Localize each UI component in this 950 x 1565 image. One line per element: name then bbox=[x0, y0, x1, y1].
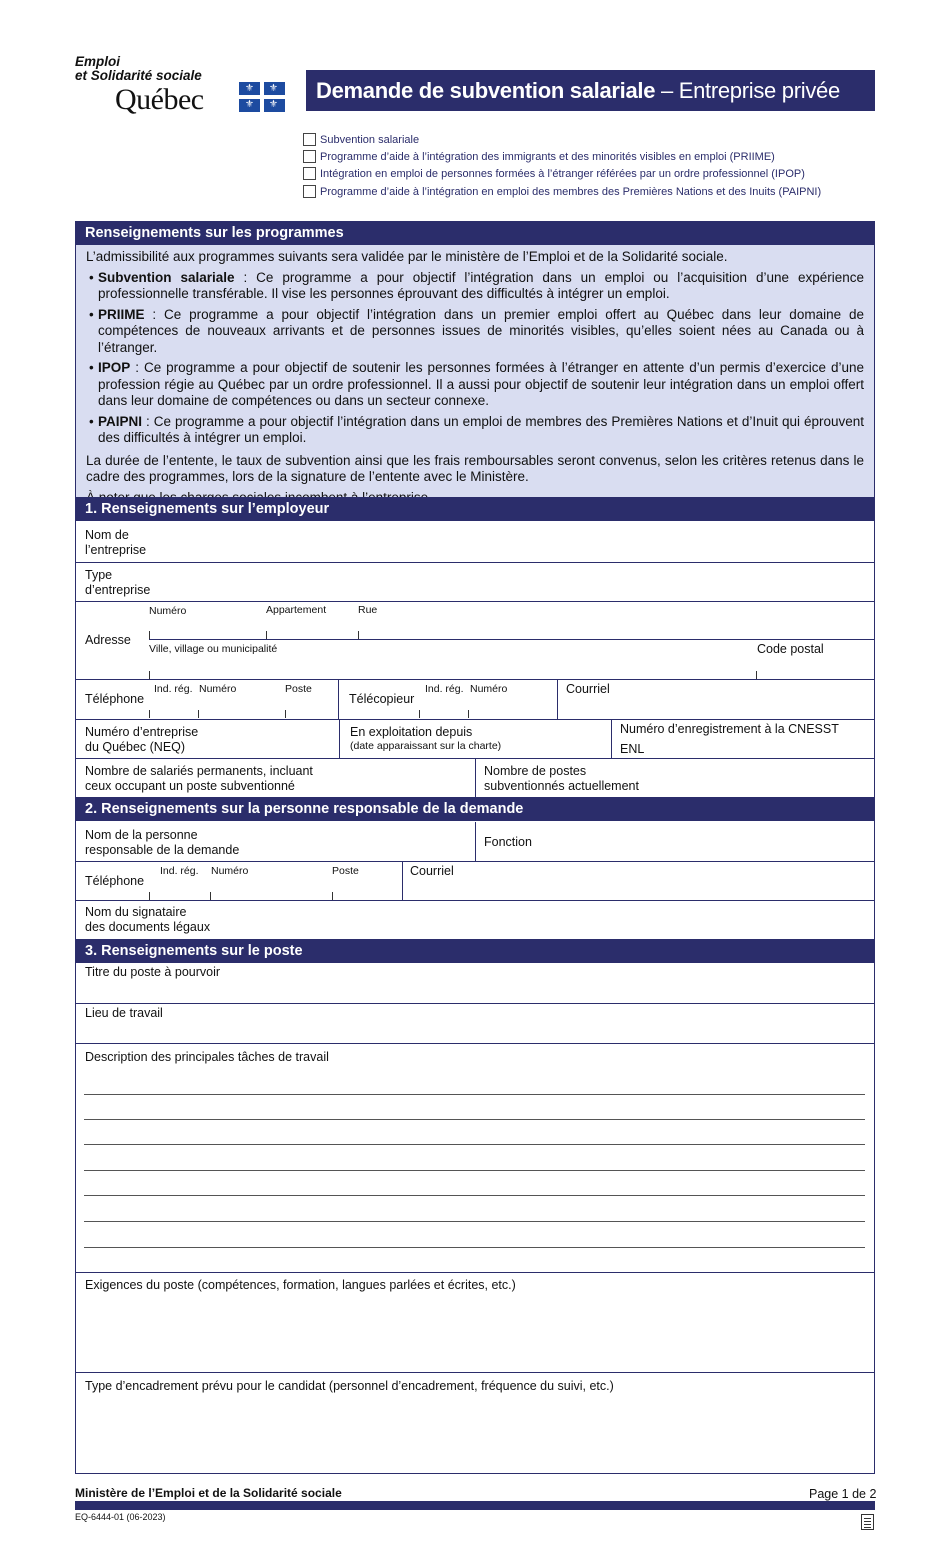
neq-label: Numéro d’entreprise du Québec (NEQ) bbox=[85, 725, 199, 754]
employees-count-label: Nombre de salariés permanents, incluant ceux occupant un poste subventionné bbox=[85, 764, 313, 793]
subsidized-positions-field[interactable] bbox=[650, 759, 874, 797]
requirements-field[interactable] bbox=[85, 1296, 874, 1370]
info-intro: L’admissibilité aux programmes suivants sera validée par le ministère de l’Emploi et de la Solidarité sociale. bbox=[86, 249, 728, 264]
checkbox[interactable] bbox=[303, 133, 316, 146]
contact-email-label: Courriel bbox=[410, 864, 454, 878]
form-title: Demande de subvention salariale – Entreprise privée bbox=[306, 70, 875, 111]
info-duration: La durée de l’entente, le taux de subvention ainsi que les frais remboursables seront convenus, selon les critères retenus dans le cadre des programmes, lors de la signature de l’entente avec le Ministère. bbox=[86, 452, 864, 484]
company-type-field[interactable] bbox=[150, 563, 874, 601]
street-label: Rue bbox=[358, 604, 378, 616]
section-2-heading: 2. Renseignements sur la personne responsable de la demande bbox=[75, 797, 875, 821]
fax-area-code-label: Ind. rég. bbox=[425, 683, 464, 695]
street-number-label: Numéro bbox=[149, 605, 187, 617]
contact-phone-number-label: Numéro bbox=[211, 865, 249, 877]
footer-bar bbox=[75, 1501, 875, 1510]
requirements-label: Exigences du poste (compétences, formation, langues parlées et écrites, etc.) bbox=[85, 1278, 516, 1292]
phone-field[interactable] bbox=[150, 696, 337, 718]
info-bullet: • Subvention salariale : Ce programme a pour objectif l’intégration dans un emploi ou l’acquisition d’une expérience professionnelle transférable. Il vise les personnes éprouvant des difficultés à intégrer un emploi. bbox=[89, 269, 865, 301]
info-bullet: • IPOP : Ce programme a pour objectif de soutenir les personnes formées à l’étranger en attente d’un permis d’exercice d’une profession régie au Québec par un ordre professionnel. Il a aussi pour objectif de soutenir leur intégration dans un emploi offert dans leur domaine de compétences ou dans un secteur connexe. bbox=[89, 360, 864, 408]
phone-number-label: Numéro bbox=[199, 683, 237, 695]
city-label: Ville, village ou municipalité bbox=[149, 643, 278, 655]
info-heading: Renseignements sur les programmes bbox=[75, 221, 875, 245]
section-1-heading: 1. Renseignements sur l’employeur bbox=[75, 497, 875, 521]
program-option[interactable]: Programme d’aide à l’intégration en emploi des membres des Premières Nations et des Inuits (PAIPNI) bbox=[303, 185, 821, 198]
fax-label: Télécopieur bbox=[349, 692, 415, 706]
apartment-label: Appartement bbox=[266, 604, 327, 616]
employees-count-field[interactable] bbox=[320, 759, 474, 797]
address-label: Adresse bbox=[85, 633, 131, 647]
company-name-field[interactable] bbox=[150, 522, 874, 561]
contact-phone-label: Téléphone bbox=[85, 874, 145, 888]
function-field[interactable] bbox=[540, 822, 874, 861]
logo-wordmark: Québec bbox=[115, 83, 204, 116]
job-title-label: Titre du poste à pourvoir bbox=[85, 965, 221, 979]
program-info-panel bbox=[75, 245, 875, 497]
subsidized-positions-label: Nombre de postes subventionnés actuellement bbox=[484, 764, 639, 793]
tasks-label: Description des principales tâches de travail bbox=[85, 1050, 329, 1064]
signatory-field[interactable] bbox=[220, 901, 874, 939]
signatory-label: Nom du signataire des documents légaux bbox=[85, 905, 211, 934]
supervision-label: Type d’encadrement prévu pour le candidat (personnel d’encadrement, fréquence du suivi, etc.) bbox=[85, 1379, 614, 1393]
footer-ministry: Ministère de l’Emploi et de la Solidarité sociale bbox=[75, 1486, 342, 1500]
contact-name-label: Nom de la personne responsable de la demande bbox=[85, 828, 240, 857]
checkbox[interactable] bbox=[303, 167, 316, 180]
logo-line-2: et Solidarité sociale bbox=[75, 68, 202, 83]
checkbox[interactable] bbox=[303, 185, 316, 198]
section-3-heading: 3. Renseignements sur le poste bbox=[75, 939, 875, 963]
city-field[interactable] bbox=[150, 655, 750, 678]
company-type-label: Type d’entreprise bbox=[85, 568, 151, 597]
form-code: EQ-6444-01 (06-2023) bbox=[75, 1512, 166, 1522]
operating-since-label: En exploitation depuis bbox=[350, 725, 473, 739]
street-address-field[interactable] bbox=[150, 614, 874, 638]
program-option[interactable]: Subvention salariale bbox=[303, 133, 419, 146]
workplace-field[interactable] bbox=[85, 1022, 874, 1042]
fax-field[interactable] bbox=[420, 696, 556, 718]
phone-extension-label: Poste bbox=[285, 683, 312, 695]
supervision-field[interactable] bbox=[85, 1397, 874, 1471]
document-edit-icon bbox=[861, 1514, 874, 1530]
program-option[interactable]: Programme d’aide à l’intégration des immigrants et des minorités visibles en emploi (PRIIME) bbox=[303, 150, 775, 163]
workplace-label: Lieu de travail bbox=[85, 1006, 163, 1020]
contact-email-field[interactable] bbox=[410, 880, 874, 900]
job-title-field[interactable] bbox=[85, 981, 874, 1002]
cnesst-field[interactable] bbox=[645, 740, 874, 758]
contact-phone-field[interactable] bbox=[150, 878, 401, 900]
logo-department-name bbox=[75, 55, 202, 83]
cnesst-label: Numéro d’enregistrement à la CNESST bbox=[620, 722, 839, 736]
phone-label: Téléphone bbox=[85, 692, 145, 706]
program-option[interactable]: Intégration en emploi de personnes formées à l’étranger référées par un ordre professionnel (IPOP) bbox=[303, 167, 805, 180]
fax-number-label: Numéro bbox=[470, 683, 508, 695]
neq-field[interactable] bbox=[200, 720, 338, 758]
info-bullet: • PRIIME : Ce programme a pour objectif l’intégration dans un premier emploi offert au Québec dans leur domaine de compétences de nouveaux arrivants et de personnes issues de minorités visibles, qu’elles soient nées au Canada ou à l’étranger. bbox=[89, 306, 864, 355]
company-name-label: Nom de l’entreprise bbox=[85, 528, 147, 557]
operating-since-field[interactable] bbox=[510, 720, 610, 758]
contact-area-code-label: Ind. rég. bbox=[160, 865, 199, 877]
function-label: Fonction bbox=[484, 835, 532, 849]
fleurdelise-flag-icon: ⚜ ⚜ ⚜ ⚜ bbox=[239, 82, 285, 112]
contact-extension-label: Poste bbox=[332, 865, 359, 877]
postal-code-field[interactable] bbox=[758, 657, 874, 678]
area-code-label: Ind. rég. bbox=[154, 683, 193, 695]
postal-code-label: Code postal bbox=[757, 642, 824, 656]
logo-line-1: Emploi bbox=[75, 54, 121, 69]
contact-name-field[interactable] bbox=[245, 822, 474, 861]
email-field[interactable] bbox=[566, 698, 874, 718]
cnesst-prefix: ENL bbox=[620, 742, 645, 756]
checkbox[interactable] bbox=[303, 150, 316, 163]
info-bullet: • PAIPNI : Ce programme a pour objectif l’intégration dans un emploi de membres des Premières Nations et d’Inuit qui éprouvent des difficultés à intégrer un emploi. bbox=[89, 413, 864, 445]
email-label: Courriel bbox=[566, 682, 610, 696]
operating-since-hint: (date apparaissant sur la charte) bbox=[350, 740, 502, 752]
page-number: Page 1 de 2 bbox=[809, 1487, 877, 1501]
